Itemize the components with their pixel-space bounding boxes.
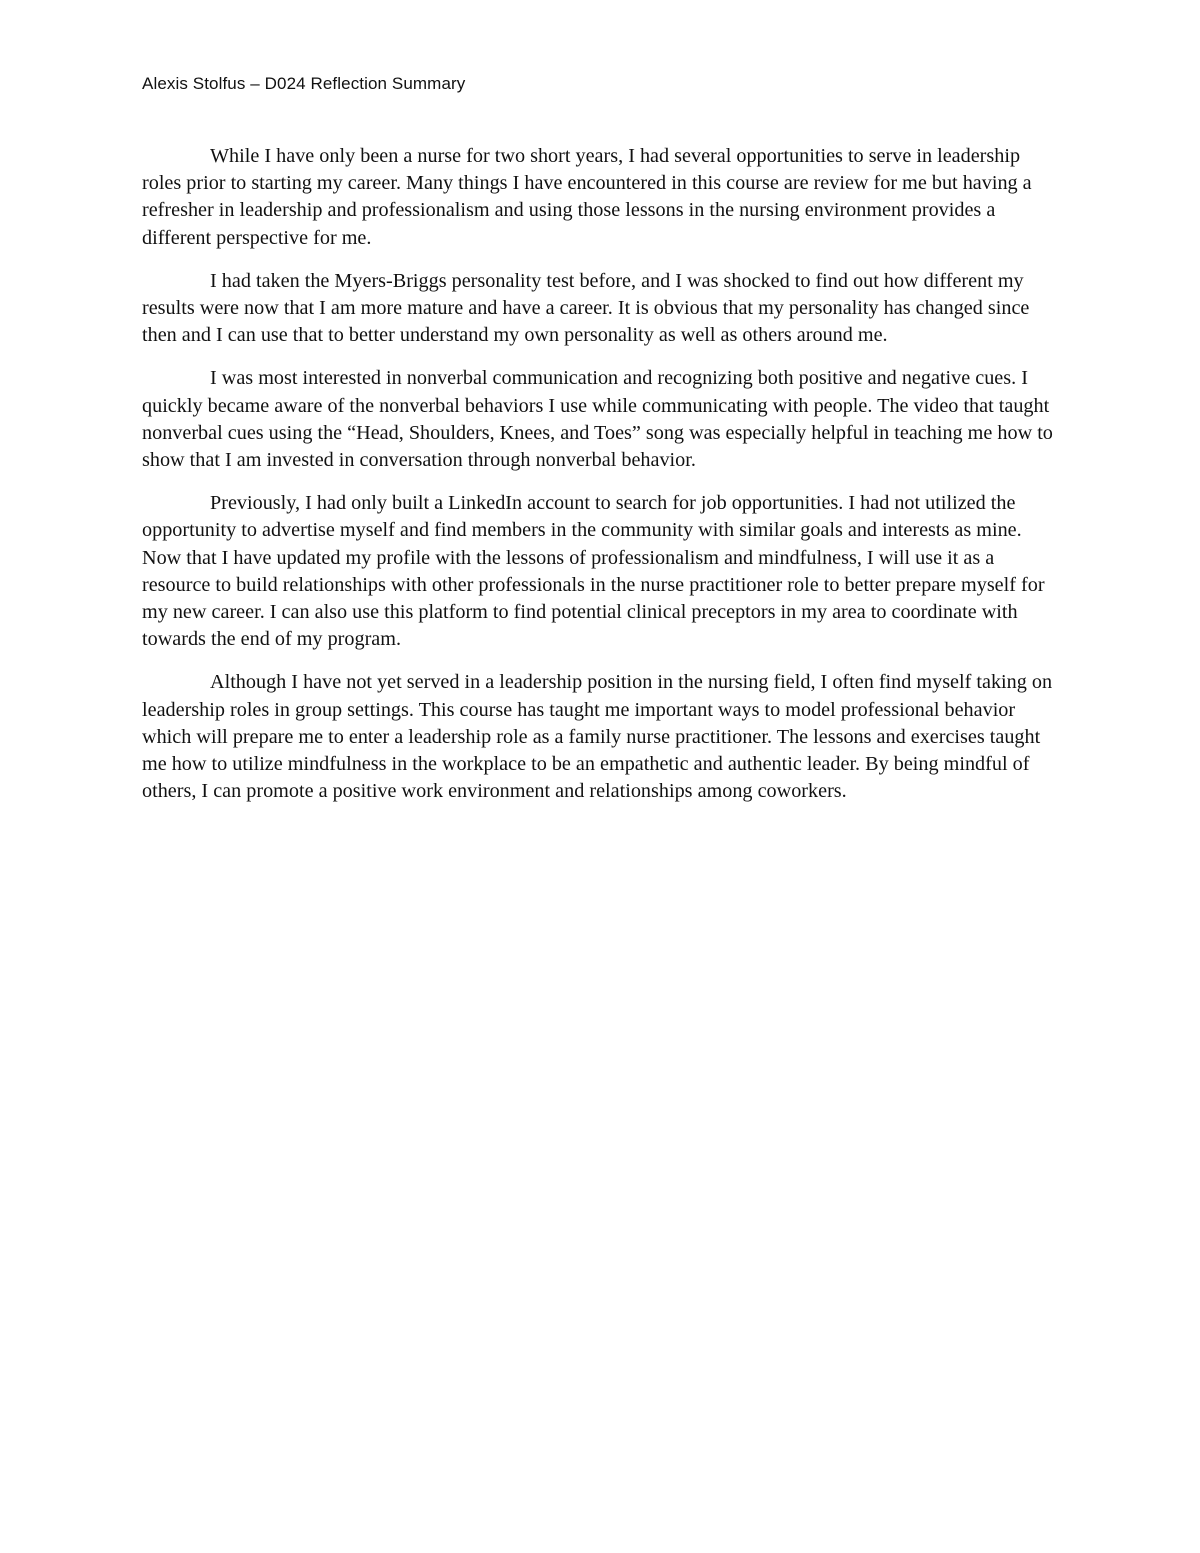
paragraph-5: Although I have not yet served in a leadership position in the nursing field, I often find myself taking on leadership roles in group settings. This course has taught me important ways to model professional behavior which will prepare me to enter a leadership role as a family nurse practitioner. The lessons and exercises taught me how to utilize mindfulness in the workplace to be an empathetic and authentic leader. By being mindful of others, I can promote a positive work environment and relationships among coworkers. bbox=[142, 671, 1053, 803]
document-body bbox=[142, 143, 1060, 821]
paragraph-4: Previously, I had only built a LinkedIn account to search for job opportunities. I had not utilized the opportunity to advertise myself and find members in the community with similar goals and interests as mine. Now that I have updated my profile with the lessons of professionalism and mindfulness, I will use it as a resource to build relationships with other professionals in the nurse practitioner role to better prepare myself for my new career. I can also use this platform to find potential clinical preceptors in my area to coordinate with towards the end of my program. bbox=[142, 492, 1045, 651]
document-header: Alexis Stolfus – D024 Reflection Summary bbox=[142, 74, 466, 93]
paragraph-1: While I have only been a nurse for two short years, I had several opportunities to serve in leadership roles prior to starting my career. Many things I have encountered in this course are review for me but having a refresher in leadership and professionalism and using those lessons in the nursing environment provides a different perspective for me. bbox=[142, 145, 1032, 249]
paragraph-2: I had taken the Myers-Briggs personality test before, and I was shocked to find out how different my results were now that I am more mature and have a career. It is obvious that my personality has changed since then and I can use that to better understand my own personality as well as others around me. bbox=[142, 269, 1030, 347]
paragraph-3: I was most interested in nonverbal communication and recognizing both positive and negative cues. I quickly became aware of the nonverbal behaviors I use while communicating with people. The video that taught nonverbal cues using the “Head, Shoulders, Knees, and Toes” song was especially helpful in teaching me how to show that I am invested in conversation through nonverbal behavior. bbox=[142, 367, 1053, 472]
